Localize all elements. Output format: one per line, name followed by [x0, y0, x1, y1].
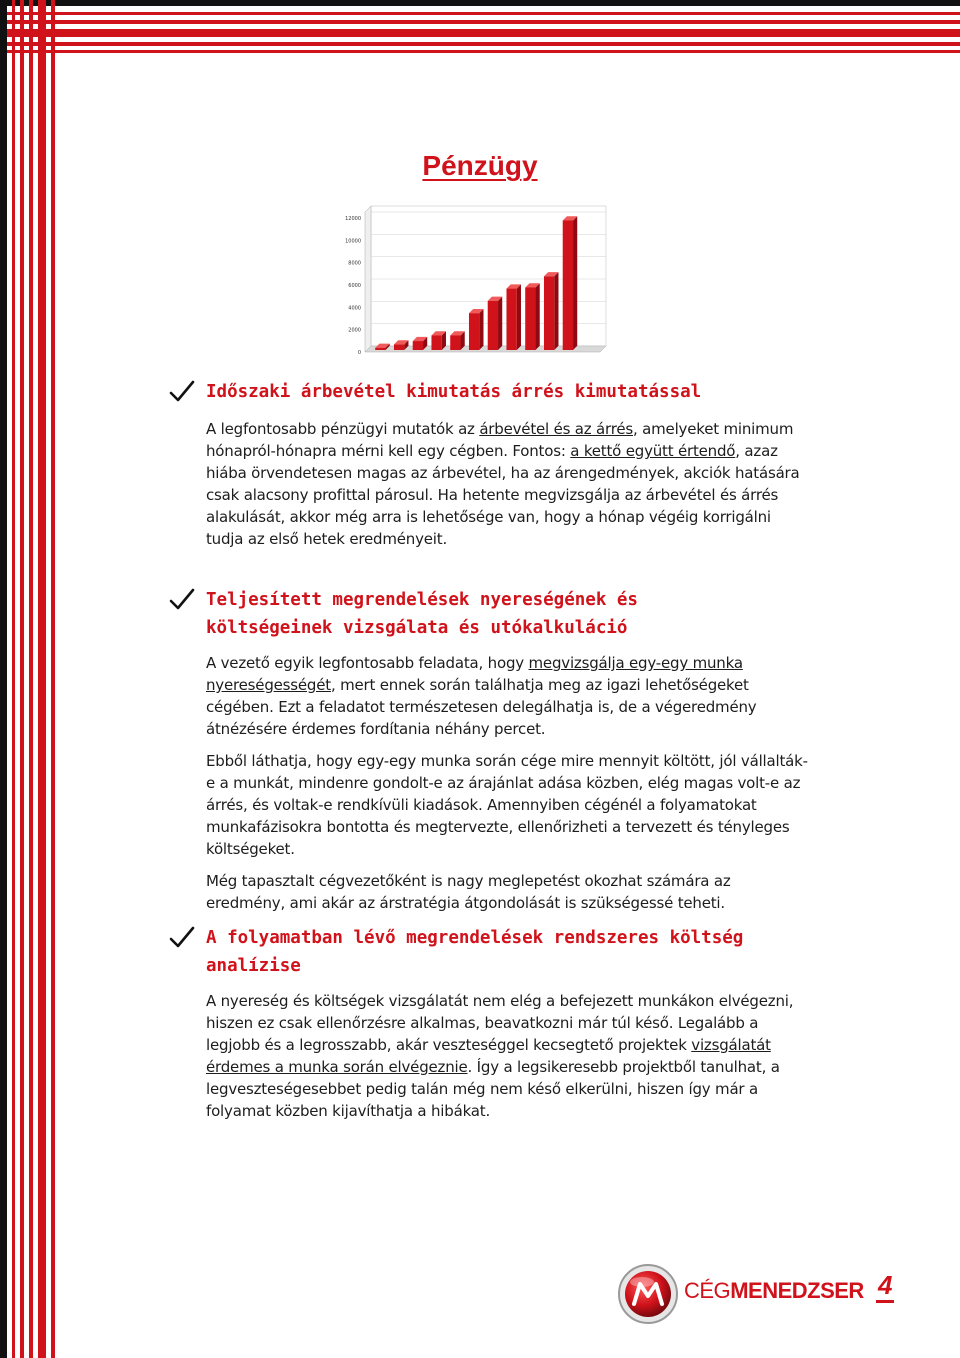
y-tick-label: 6000	[348, 283, 361, 289]
section-body	[168, 418, 808, 550]
logo-text-part1: CÉG	[684, 1278, 731, 1303]
paragraph-text: Ebből láthatja, hogy egy-egy munka során cége mire mennyit költött, jól vállalták-e a munkát, mindenre gondolt-e az árajánlat adása közben, elég magas volt-e az árrés, és voltak-e rendkívüli kiadások. Amennyiben cégénél a folyamatokat munkafázisokra bontotta és megtervezte, ellenőrizheti a tervezett és tényleges költségeket.	[206, 752, 808, 858]
section-paragraph	[206, 652, 808, 740]
section-heading	[206, 586, 808, 642]
chart-bar-side	[479, 309, 483, 350]
y-tick-label: 10000	[345, 238, 361, 245]
paragraph-text: , azaz hiába örvendetesen magas az árbevétel, ha az árengedmények, akciók hatására csak alacsony profittal párosul. Ha hetente megvizsgálja az árbevétel és árrés alakulását, akkor még arra is lehetősége van, hogy a hónap végéig korrigálni tudja az első hetek eredményeit.	[206, 442, 800, 548]
section-heading-line: Időszaki árbevétel kimutatás árrés kimutatással	[206, 382, 702, 402]
underlined-text: vizsgálatát érdemes a munka során elvégeznie	[206, 1036, 771, 1076]
chart-bar	[413, 341, 423, 350]
chart-bar	[563, 220, 573, 350]
section-1	[168, 378, 808, 550]
page-number: 4	[876, 1270, 894, 1303]
chart-bar-side	[498, 297, 502, 350]
section-heading-line: költségeinek vizsgálata és utókalkuláció	[206, 618, 628, 638]
section-heading	[206, 378, 808, 406]
underlined-text: a kettő együtt értendő	[570, 442, 736, 460]
page-title: Pénzügy	[422, 150, 538, 181]
logo-text-part2: MENEDZSER	[730, 1278, 864, 1303]
section-2	[168, 586, 808, 914]
section-heading-line: analízise	[206, 956, 301, 976]
section-body	[168, 990, 808, 1122]
revenue-bar-chart	[335, 200, 620, 360]
checkmark-icon	[168, 586, 196, 614]
chart-bar-side	[554, 272, 558, 350]
y-tick-label: 4000	[348, 305, 361, 312]
paragraph-text: Még tapasztalt cégvezetőként is nagy meglepetést okozhat számára az eredmény, ami akár az árstratégia átgondolását is szükségessé teheti.	[206, 872, 731, 912]
chart-bar-side	[517, 284, 521, 350]
chart-bar	[488, 301, 498, 350]
chart-bar	[525, 287, 535, 350]
underlined-text: megvizsgálja egy-egy munka nyereségességét	[206, 654, 743, 694]
chart-bar	[431, 335, 441, 350]
chart-bar-side	[573, 216, 577, 350]
paragraph-text: . Így a legsikeresebb projektből tanulhat, a legveszteségesebbet pedig talán még nem késő elkerülni, hiszen így már a folyamat közben kijavíthatja a hibákat.	[206, 1058, 780, 1120]
y-tick-label: 0	[357, 350, 361, 356]
section-heading-line: A folyamatban lévő megrendelések rendszeres költség	[206, 928, 744, 948]
chart-bar-side	[536, 283, 540, 350]
logo-text	[684, 1276, 864, 1306]
paragraph-text: A nyereség és költségek vizsgálatát nem elég a befejezett munkákon elvégezni, hiszen ez csak ellenőrzésre alkalmas, beavatkozni már túl késő. Legalább a legjobb és a legrosszabb, akár veszteséggel kecsegtető projektek	[206, 992, 794, 1054]
footer-logo	[616, 1262, 916, 1326]
chart-bar	[375, 348, 385, 350]
underlined-text: árbevétel és az árrés	[479, 420, 633, 438]
section-paragraph	[206, 418, 808, 550]
chart-bar	[450, 335, 460, 350]
chart-bar	[394, 344, 404, 350]
section-paragraph	[206, 990, 808, 1122]
section-body	[168, 652, 808, 914]
section-3	[168, 924, 808, 1122]
y-tick-label: 2000	[348, 327, 361, 334]
paragraph-text: , amelyeket minimum hónapról-hónapra mérni kell egy cégben. Fontos:	[206, 420, 794, 460]
chart-side-wall	[365, 206, 371, 352]
checkmark-icon	[168, 378, 196, 406]
chart-bar	[506, 289, 516, 350]
y-tick-label: 8000	[348, 260, 361, 267]
cegmenedzser-logo-icon	[616, 1262, 680, 1326]
paragraph-text: , mert ennek során találhatja meg az igazi lehetőségeket cégében. Ezt a feladatot természetesen delegálhatja is, de a végeredmény átnézésére érdemes fordítania néhány percet.	[206, 676, 757, 738]
paragraph-text: A vezető egyik legfontosabb feladata, hogy	[206, 654, 529, 672]
y-tick-label: 12000	[345, 216, 361, 222]
section-heading	[206, 924, 808, 980]
checkmark-icon	[168, 924, 196, 952]
section-paragraph	[206, 870, 808, 914]
chart-bar	[469, 313, 479, 350]
chart-bar	[544, 276, 554, 350]
chart-svg	[335, 200, 620, 360]
paragraph-text: A legfontosabb pénzügyi mutatók az	[206, 420, 480, 438]
section-heading-line: Teljesített megrendelések nyereségének és	[206, 590, 638, 610]
section-paragraph	[206, 750, 808, 860]
